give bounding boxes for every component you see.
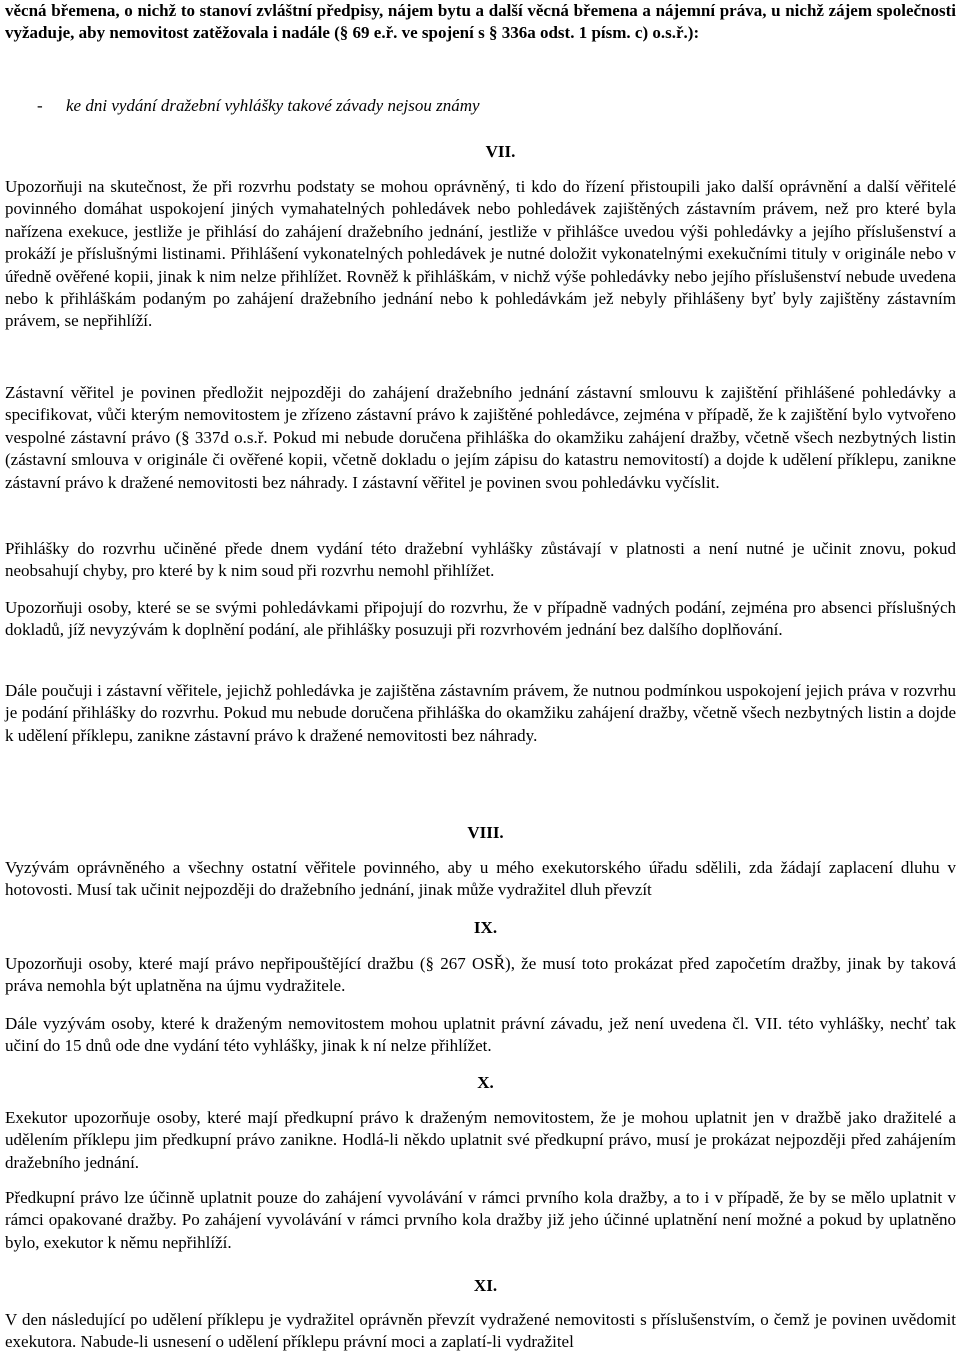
section-heading-vii: VII. [485,142,516,161]
paragraph: Vyzývám oprávněného a všechny ostatní věřitele povinného, aby u mého exekutorského úřadu sdělili, zda žádají zaplacení dluhu v hotovosti. Musí tak učinit nejpozději do dražebního jednání, jinak může vydražitel dluh převzít [5,858,956,900]
paragraph: Exekutor upozorňuje osoby, které mají předkupní právo k draženým nemovitostem, že je mohou uplatnit jen v dražbě jako dražitelé a udělením příklepu jim předkupní právo zanikne. Hodlá-li někdo uplatnit své předkupní právo, musí je prokázat nejpozději před zahájením dražebního jednání. [5,1108,956,1172]
section-heading-x: X. [477,1073,494,1092]
paragraph: V den následující po udělení příklepu je vydražitel oprávněn převzít vydražené nemovitosti s příslušenstvím, o čemž je povinen uvědomit exekutora. Nabude-li usnesení o udělení příklepu právní moci a zaplatí-li vydražitel [5,1310,956,1352]
bullet-item [5,95,956,117]
paragraph: Upozorňuji na skutečnost, že při rozvrhu podstaty se mohou oprávněný, ti kdo do řízení přistoupili jako další oprávnění a další věřitelé povinného domáhat uspokojení jiných vymahatelných pohledávek nebo pohledávek zajištěných zástavním právem, než pro které byla nařízena exekuce, jestliže je přihlásí do zahájení dražebního jednání, jestliže v přihlášce uvedou výši pohledávky a jejího příslušenství a prokáží je příslušnými listinami. Přihlášení vykonatelných pohledávek je nutné doložit vykonatelnými exekučními tituly v originále nebo v úředně ověřené kopii, jinak k nim nelze přihlížet. Rovněž k přihláškám, v nichž výše pohledávky nebo jejího příslušenství nebude uvedena nebo k přihláškám podaným po zahájení dražebního jednání nebo k pohledávkám jež nebyly přihlášeny byť byly zajištěny zástavním právem, se nepřihlíží. [5,177,956,331]
top-paragraph: věcná břemena, o nichž to stanoví zvláštní předpisy, nájem bytu a další věcná břemena a nájemní práva, u nichž zájem společnosti vyžaduje, aby nemovitost zatěžovala i nadále (§ 69 e.ř. ve spojení s § 336a odst. 1 písm. c) o.s.ř.): [5,1,956,43]
paragraph: Upozorňuji osoby, které se se svými pohledávkami připojují do rozvrhu, že v případně vadných podání, zejména pro absenci příslušných dokladů, jíž nevyzývám k doplnění podání, ale přihlášky posuzuji při rozvrhovém jednání bez dalšího doplňování. [5,598,956,640]
section-heading-xi: XI. [473,1276,498,1295]
paragraph: Dále poučuji i zástavní věřitele, jejichž pohledávka je zajištěna zástavním právem, že nutnou podmínkou uspokojení jejich práva v rozvrhu je podání přihlášky do rozvrhu. Pokud mu nebude doručena přihláška do okamžiku zahájení dražby, včetně všech nezbytných listin a dojde k udělení příklepu, zanikne zástavní právo k dražené nemovitosti bez náhrady. [5,681,956,745]
paragraph: Zástavní věřitel je povinen předložit nejpozději do zahájení dražebního jednání zástavní smlouvu k zajištění přihlášené pohledávky a specifikovat, vůči kterým nemovitostem je zřízeno zástavní právo k zajištěné pohledávce, zejména v případě, že k zajištění bylo vytvořeno vespolné zástavní právo (§ 337d o.s.ř. Pokud mi nebude doručena přihláška do okamžiku zahájení dražby, včetně všech nezbytných listin (zástavní smlouva v originále či ověřené kopii, včetně dokladu o jejím zápisu do katastru nemovitostí) a dojde k udělení příklepu, zanikne zástavní právo k dražené nemovitosti bez náhrady. I zástavní věřitel je povinen svou pohledávku vyčíslit. [5,383,956,492]
paragraph: Přihlášky do rozvrhu učiněné přede dnem vydání této dražební vyhlášky zůstávají v platnosti a není nutné je učinit znovu, pokud neobsahují chyby, pro které by k nim soud při rozvrhu nemohl přihlížet. [5,539,956,581]
bullet-dash: - [37,96,43,115]
section-heading-ix: IX. [473,918,498,937]
paragraph: Předkupní právo lze účinně uplatnit pouze do zahájení vyvolávání v rámci prvního kola dražby, a to i v případě, že by se mělo uplatnit v rámci opakované dražby. Po zahájení vyvolávání v rámci prvního kola dražby již jeho účinné uplatnění není možné a pokud by uplatněno bylo, exekutor k němu nepřihlíží. [5,1188,956,1252]
bullet-text: ke dni vydání dražební vyhlášky takové závady nejsou známy [66,96,480,115]
section-heading-viii: VIII. [467,823,504,842]
paragraph: Dále vyzývám osoby, které k draženým nemovitostem mohou uplatnit právní závadu, jež není uvedena čl. VII. této vyhlášky, nechť tak učiní do 15 dnů ode dne vydání této vyhlášky, jinak k ní nelze přihlížet. [5,1014,956,1056]
paragraph: Upozorňuji osoby, které mají právo nepřipouštějící dražbu (§ 267 OSŘ), že musí toto prokázat před započetím dražby, jinak by taková práva nemohla být uplatněna na újmu vydražitele. [5,954,956,996]
